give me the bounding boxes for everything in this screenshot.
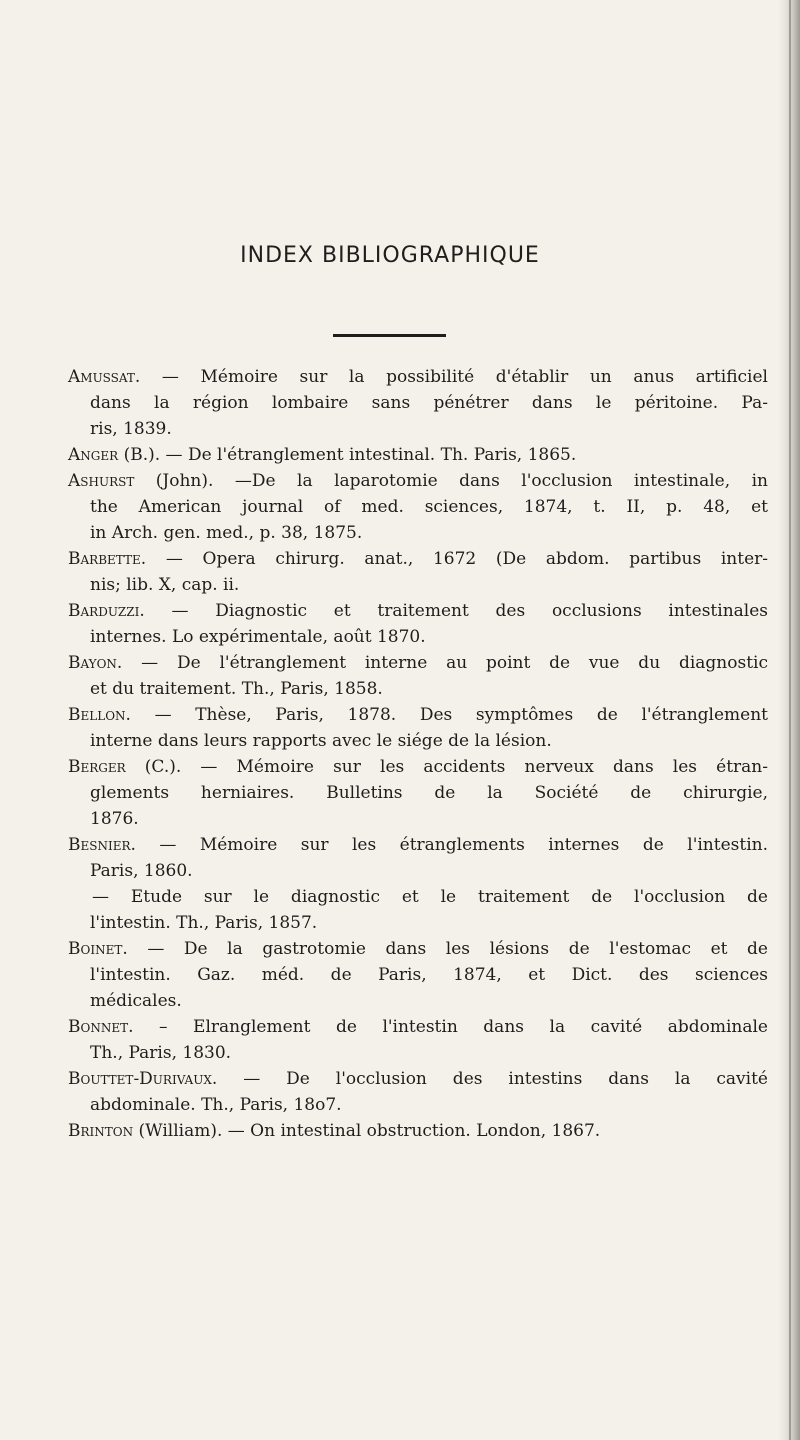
entry-text: (C.). — Mémoire sur les accidents nerveux dans les étran- [125,757,768,777]
entry-line: médicales. [90,991,182,1011]
entry-author: Amussat. [68,367,141,387]
entry-text: — Diagnostic et traitement des occlusions intestinales [144,601,768,621]
entry-text: (William). — On intestinal obstruction. London, 1867. [133,1121,601,1141]
entry-line: 1876. [90,809,139,829]
bibliography-entry [68,832,768,884]
entry-line: l'intestin. Th., Paris, 1857. [90,913,318,933]
entry-line [68,364,768,390]
entry-text: — De la gastrotomie dans les lésions de l'estomac et de [127,939,768,959]
entry-author: Besnier. [68,835,136,855]
entry-line [68,1118,768,1144]
entry-line [68,650,768,676]
bibliography-entry [68,650,768,702]
entry-line [68,442,768,468]
entry-text: — Mémoire sur la possibilité d'établir un anus artificiel [140,367,768,387]
entry-author: Berger [68,757,126,777]
entry-text: — De l'étranglement interne au point de vue du diagnostic [122,653,768,673]
entry-author: Barbette. [68,549,147,569]
bibliography-entry [68,754,768,832]
entry-line: glements herniaires. Bulletins de la Société de chirurgie, [90,783,768,803]
page-title: INDEX BIBLIOGRAPHIQUE [240,243,540,268]
entry-line [68,702,768,728]
entry-author: Boinet. [68,939,128,959]
entry-line: l'intestin. Gaz. méd. de Paris, 1874, et Dict. des sciences [90,965,768,985]
entry-author: Bayon. [68,653,123,673]
bibliography-entry [68,546,768,598]
entry-author: Brinton [68,1121,134,1141]
bibliography-entry [68,468,768,546]
entry-line: Paris, 1860. [90,861,193,881]
entry-line [68,1014,768,1040]
entry-line [68,598,768,624]
entry-line: — Etude sur le diagnostic et le traitement de l'occlusion de [92,887,768,907]
entry-line [68,468,768,494]
entry-line: interne dans leurs rapports avec le siége de la lésion. [90,731,552,751]
entry-line: ris, 1839. [90,419,172,439]
entry-line: abdominale. Th., Paris, 18o7. [90,1095,342,1115]
entry-author: Ashurst [68,471,135,491]
bibliography-entry [68,1066,768,1118]
entry-line: Th., Paris, 1830. [90,1043,232,1063]
entry-line: internes. Lo expérimentale, août 1870. [90,627,426,647]
entry-author: Bonnet. [68,1017,134,1037]
entry-line [68,832,768,858]
entry-line [68,1066,768,1092]
bibliography-entry [68,364,768,442]
bibliography-entry [68,702,768,754]
entry-author: Bellon. [68,705,131,725]
bibliography-entry [68,884,768,936]
entry-text: (John). —De la laparotomie dans l'occlusion intestinale, in [134,471,768,491]
entry-text: — Mémoire sur les étranglements internes de l'intestin. [135,835,768,855]
entry-text: – Elranglement de l'intestin dans la cavité abdominale [133,1017,768,1037]
entry-text: (B.). — De l'étranglement intestinal. Th. Paris, 1865. [118,445,577,465]
entry-author: Barduzzi. [68,601,145,621]
bibliography-entry [68,598,768,650]
bibliography-list [68,364,768,1144]
entry-text: — Opera chirurg. anat., 1672 (De abdom. partibus inter- [146,549,768,569]
entry-line: the American journal of med. sciences, 1874, t. II, p. 48, et [90,497,768,517]
entry-line: in Arch. gen. med., p. 38, 1875. [90,523,363,543]
title-rule [333,334,446,337]
bibliography-entry [68,442,768,468]
entry-line [68,936,768,962]
entry-author: Bouttet-Durivaux. [68,1069,218,1089]
entry-line [68,754,768,780]
entry-line [68,546,768,572]
bibliography-entry [68,1014,768,1066]
bibliography-entry [68,936,768,1014]
entry-text: — Thèse, Paris, 1878. Des symptômes de l'étranglement [130,705,768,725]
entry-text: — De l'occlusion des intestins dans la cavité [217,1069,768,1089]
entry-line: dans la région lombaire sans pénétrer dans le péritoine. Pa- [90,393,768,413]
page-edge-line [789,0,791,1440]
bibliography-entry [68,1118,768,1144]
entry-author: Anger [68,445,119,465]
entry-line: et du traitement. Th., Paris, 1858. [90,679,383,699]
entry-line: nis; lib. X, cap. ii. [90,575,240,595]
